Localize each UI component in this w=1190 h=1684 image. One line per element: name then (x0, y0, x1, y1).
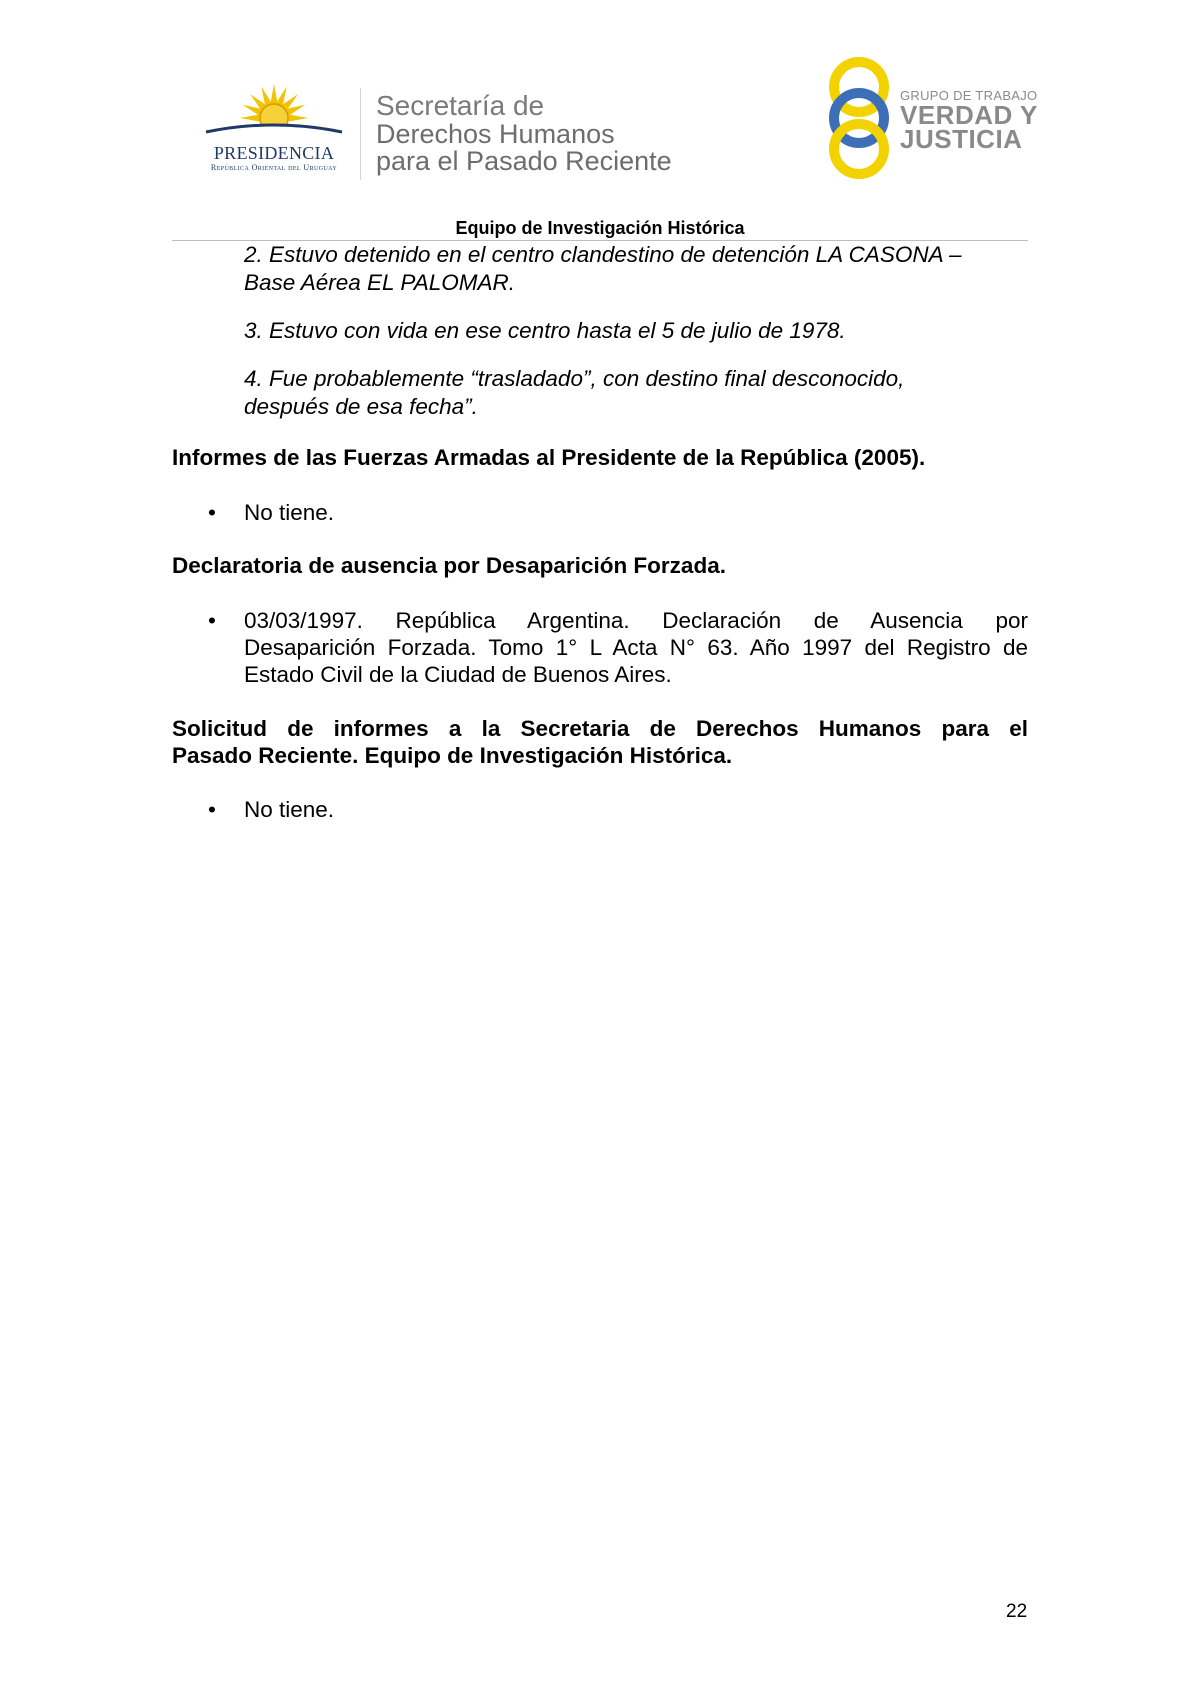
heading-solicitud-line-2: Pasado Reciente. Equipo de Investigación Histórica. (172, 743, 733, 768)
grupo-line-2: VERDAD Y (900, 100, 1038, 130)
secretaria-line-3: para el Pasado Reciente (376, 146, 672, 176)
item-3: 3. Estuvo con vida en ese centro hasta el 5 de julio de 1978. (244, 318, 846, 343)
bullet-2-line-3: Estado Civil de la Ciudad de Buenos Aires. (244, 662, 672, 687)
page-number: 22 (1006, 1601, 1028, 1622)
item-4-line-2: después de esa fecha”. (244, 394, 478, 419)
grupo-line-3: JUSTICIA (900, 124, 1023, 154)
heading-declaratoria: Declaratoria de ausencia por Desaparición Forzada. (172, 553, 726, 578)
heading-informes-ffaa: Informes de las Fuerzas Armadas al Presidente de la República (2005). (172, 445, 926, 470)
logo-divider (360, 88, 361, 180)
item-2-line-2: Base Aérea EL PALOMAR. (244, 270, 515, 295)
bullet-glyph: • (208, 500, 216, 525)
verdad-justicia-rings-logo (822, 56, 896, 180)
bullet-2-line-1: 03/03/1997. República Argentina. Declaración de Ausencia por (244, 608, 1028, 633)
running-header: Equipo de Investigación Histórica (455, 218, 745, 238)
bullet-2-line-2: Desaparición Forzada. Tomo 1° L Acta N° 63. Año 1997 del Registro de (244, 635, 1028, 660)
heading-solicitud-line-1: Solicitud de informes a la Secretaria de Derechos Humanos para el (172, 716, 1028, 741)
bullet-glyph: • (208, 797, 216, 822)
presidencia-name: PRESIDENCIA (213, 143, 335, 163)
presidencia-subtitle: República Oriental del Uruguay (210, 163, 338, 172)
secretaria-line-2: Derechos Humanos (376, 119, 615, 149)
item-2-line-1: 2. Estuvo detenido en el centro clandestino de detención LA CASONA – (244, 242, 962, 267)
item-4-line-1: 4. Fue probablemente “trasladado”, con destino final desconocido, (244, 366, 905, 391)
bullet-1-text: No tiene. (244, 500, 335, 525)
bullet-glyph: • (208, 608, 216, 633)
bullet-3-text: No tiene. (244, 797, 335, 822)
secretaria-line-1: Secretaría de (376, 90, 545, 121)
grupo-line-1: GRUPO DE TRABAJO (900, 88, 1038, 103)
